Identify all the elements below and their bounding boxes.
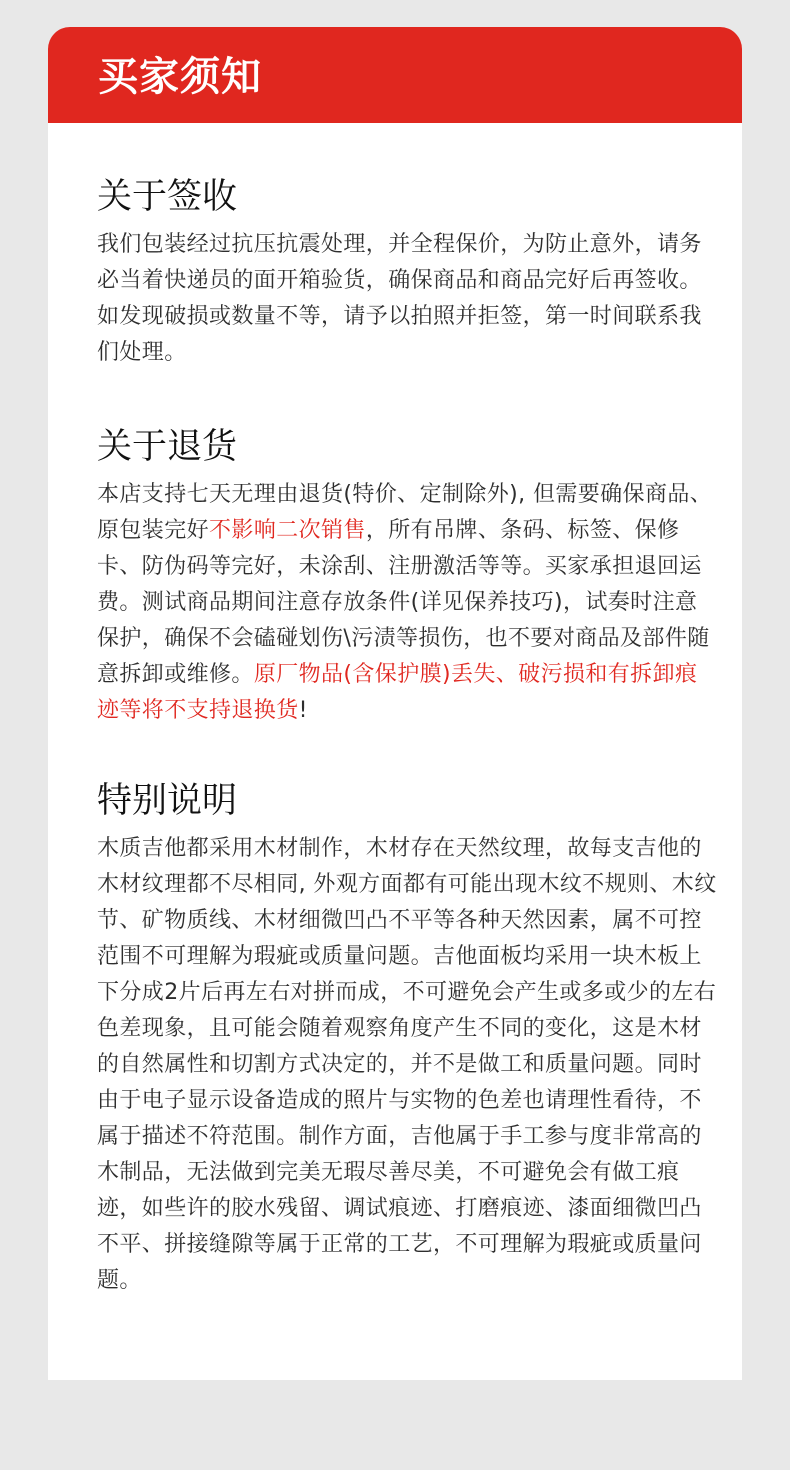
section-body-signing: 我们包装经过抗压抗震处理，并全程保价，为防止意外，请务必当着快递员的面开箱验货，确保商品和商品完好后再签收。如发现破损或数量不等，请予以拍照并拒签，第一时间联系我们处理。 (97, 232, 702, 365)
returns-highlight-2: 原厂物品(含保护膜)丢失、破污损和有拆卸痕迹等将不支持退换货 (97, 662, 698, 723)
page-title: 买家须知 (48, 27, 742, 123)
section-signing (97, 175, 717, 371)
section-title-returns: 关于退货 (97, 427, 238, 467)
buyer-notice-card (48, 27, 742, 1380)
returns-highlight-1: 不影响二次销售 (209, 518, 366, 543)
returns-text-3: ! (298, 698, 308, 723)
section-body-special-notes: 木质吉他都采用木材制作，木材存在天然纹理，故每支吉他的木材纹理都不尽相同, 外观方面都有可能出现木纹不规则、木纹节、矿物质线、木材细微凹凸不平等各种天然因素，属不可控范围不可理解为瑕疵或质量问题。吉他面板均采用一块木板上下分成2片后再左右对拼而成，不可避免会产生或多或少的左右色差现象，且可能会随着观察角度产生不同的变化，这是木材的自然属性和切割方式决定的，并不是做工和质量问题。同时由于电子显示设备造成的照片与实物的色差也请理性看待，不属于描述不符范围。制作方面，吉他属于手工参与度非常高的木制品，无法做到完美无瑕尽善尽美，不可避免会有做工痕迹，如些许的胶水残留、调试痕迹、打磨痕迹、漆面细微凹凸不平、拼接缝隙等属于正常的工艺，不可理解为瑕疵或质量问题。 (97, 836, 717, 1293)
section-returns (97, 425, 717, 729)
section-title-signing: 关于签收 (97, 177, 238, 217)
section-title-special-notes: 特别说明 (97, 781, 238, 821)
section-special-notes (97, 779, 717, 1299)
section-body-returns (97, 477, 717, 729)
returns-text-1: 本店支持七天无理由退货(特价、定制除外), 但需要确保商品、原包装完好 (97, 482, 713, 543)
returns-text-2: ，所有吊牌、条码、标签、保修卡、防伪码等完好，未涂刮、注册激活等等。买家承担退回运费。测试商品期间注意存放条件(详见保养技巧)，试奏时注意保护，确保不会磕碰划伤\污渍等损伤，也不要对商品及部件随意拆卸或维修。 (97, 518, 710, 687)
